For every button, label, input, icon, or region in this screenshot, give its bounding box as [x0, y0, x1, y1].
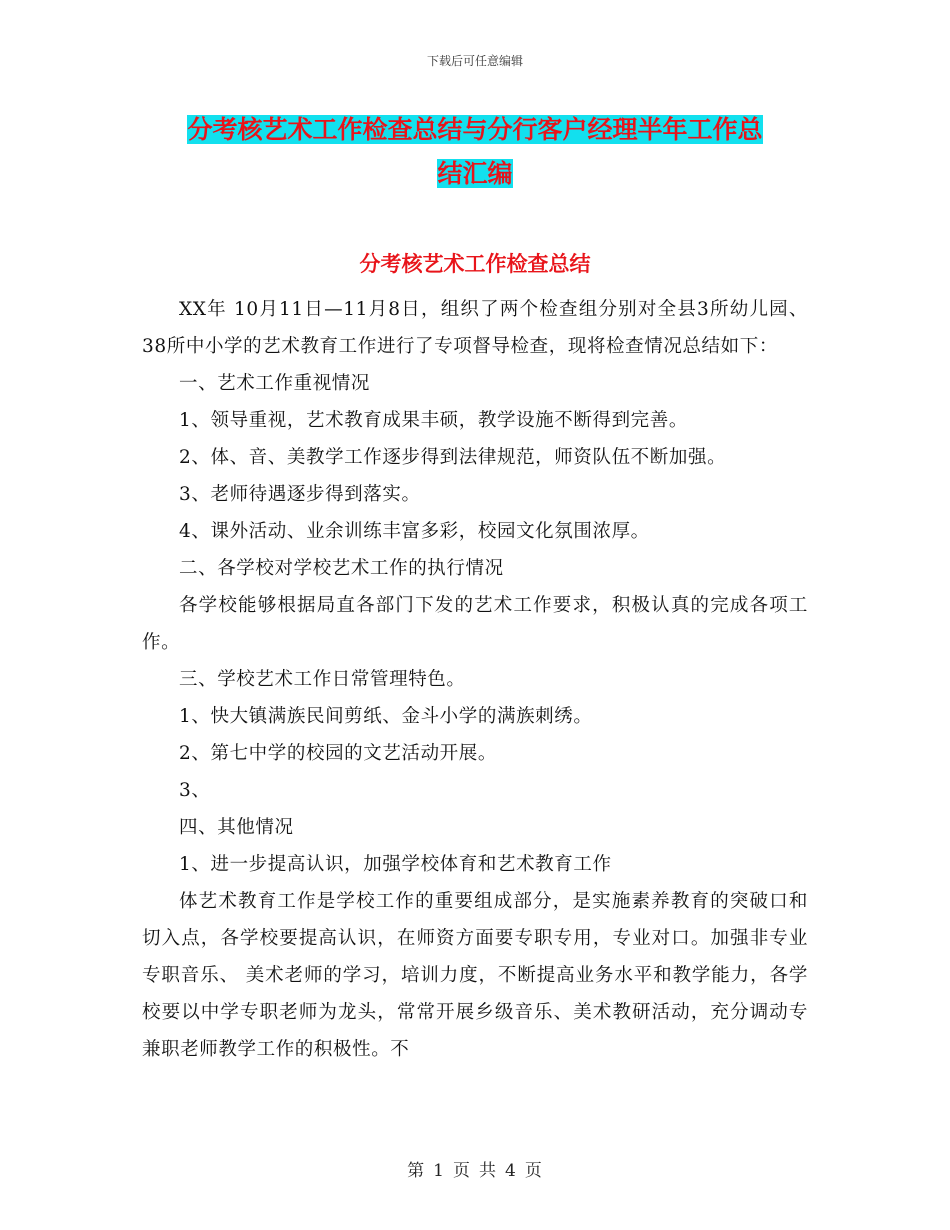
- paragraph: 4、课外活动、业余训练丰富多彩，校园文化氛围浓厚。: [179, 521, 650, 542]
- paragraph: 四、其他情况: [179, 817, 294, 838]
- paragraph: 1、进一步提高认识，加强学校体育和艺术教育工作: [179, 854, 612, 875]
- document-title-line-1: 分考核艺术工作检查总结与分行客户经理半年工作总: [187, 115, 763, 144]
- footer-total-word: 共: [479, 1161, 497, 1181]
- footer-total-pages: 4: [505, 1161, 517, 1181]
- footer-page-word: 页: [453, 1161, 471, 1181]
- page-footer: [0, 1156, 950, 1181]
- page-header-note: 下载后可任意编辑: [426, 54, 523, 68]
- paragraph: 1、快大镇满族民间剪纸、金斗小学的满族刺绣。: [179, 706, 593, 727]
- paragraph: 2、第七中学的校园的文艺活动开展。: [179, 743, 497, 764]
- paragraph: 3、: [179, 780, 211, 801]
- paragraph: 二、各学校对学校艺术工作的执行情况: [179, 558, 504, 579]
- footer-prefix: 第: [407, 1161, 426, 1181]
- footer-page-number: 1: [433, 1161, 445, 1181]
- paragraph: 1、领导重视，艺术教育成果丰硕，教学设施不断得到完善。: [179, 410, 688, 431]
- section-title: 分考核艺术工作检查总结: [359, 252, 591, 276]
- footer-suffix: 页: [524, 1161, 543, 1181]
- document-title-line-2: 结汇编: [437, 159, 513, 188]
- paragraph: 三、学校艺术工作日常管理特色。: [179, 669, 466, 690]
- document-title: [140, 108, 810, 196]
- paragraph: XX年 10月11日—11月8日，组织了两个检查组分别对全县3所幼儿园、38所中小学的艺术教育工作进行了专项督导检查，现将检查情况总结如下：: [142, 299, 808, 357]
- document-body: [142, 291, 808, 1068]
- paragraph: 各学校能够根据局直各部门下发的艺术工作要求，积极认真的完成各项工作。: [142, 595, 808, 653]
- paragraph: 体艺术教育工作是学校工作的重要组成部分，是实施素养教育的突破口和切入点，各学校要提高认识，在师资方面要专职专用，专业对口。加强非专业专职音乐、 美术老师的学习，培训力度，不断提高业务水平和教学能力，各学校要以中学专职老师为龙头，常常开展乡级音乐、美术教研活动，充分调动专兼职老师教学工作的积极性。不: [142, 891, 808, 1060]
- paragraph: 2、体、音、美教学工作逐步得到法律规范，师资队伍不断加强。: [179, 447, 727, 468]
- paragraph: 一、艺术工作重视情况: [179, 373, 371, 394]
- paragraph: 3、老师待遇逐步得到落实。: [179, 484, 421, 505]
